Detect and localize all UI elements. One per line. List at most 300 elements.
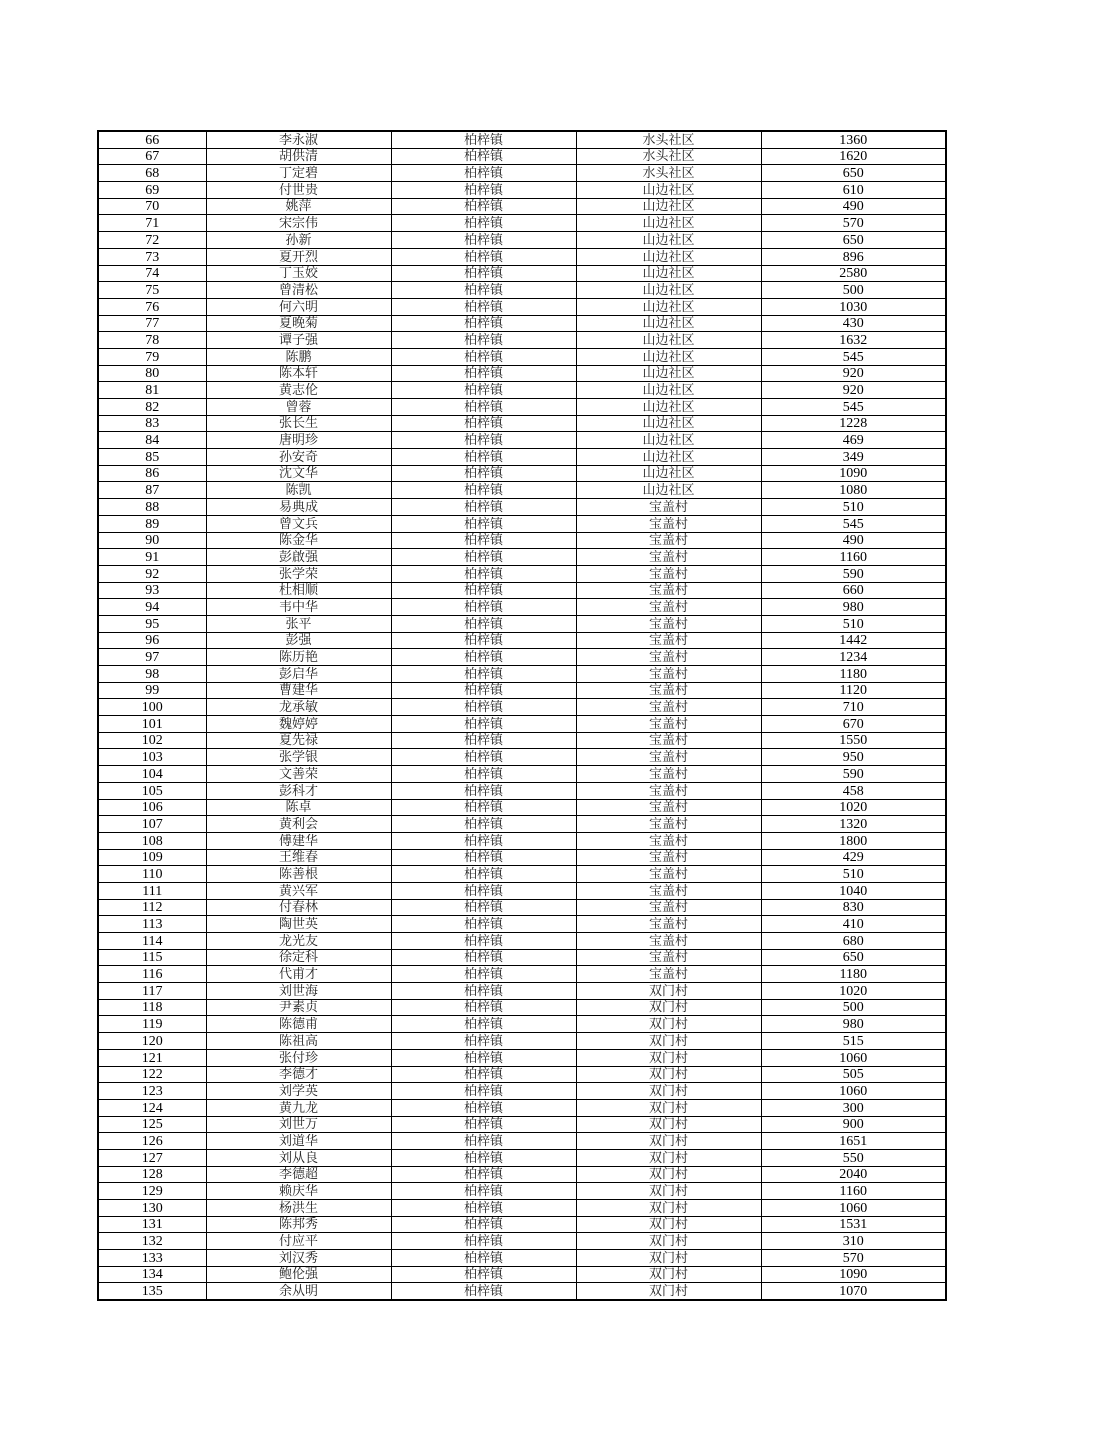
row-number-cell: 123 (98, 1083, 206, 1100)
name-cell: 王维春 (206, 849, 391, 866)
name-cell: 黄志伦 (206, 382, 391, 399)
row-number-cell: 78 (98, 332, 206, 349)
village-cell: 山边社区 (576, 298, 761, 315)
amount-cell: 550 (761, 1149, 946, 1166)
town-cell: 柏梓镇 (391, 666, 576, 683)
amount-cell: 1030 (761, 298, 946, 315)
table-row (98, 766, 946, 783)
row-number-cell: 81 (98, 382, 206, 399)
row-number-cell: 98 (98, 666, 206, 683)
table-row (98, 332, 946, 349)
table-row (98, 1033, 946, 1050)
amount-cell: 1360 (761, 131, 946, 148)
village-cell: 宝盖村 (576, 565, 761, 582)
name-cell: 陈邦秀 (206, 1216, 391, 1233)
town-cell: 柏梓镇 (391, 148, 576, 165)
village-cell: 宝盖村 (576, 899, 761, 916)
table-row (98, 949, 946, 966)
amount-cell: 505 (761, 1066, 946, 1083)
village-cell: 双门村 (576, 1250, 761, 1267)
table-row (98, 282, 946, 299)
name-cell: 黄利会 (206, 816, 391, 833)
table-row (98, 816, 946, 833)
amount-cell: 650 (761, 165, 946, 182)
table-row (98, 1250, 946, 1267)
row-number-cell: 122 (98, 1066, 206, 1083)
amount-cell: 1651 (761, 1133, 946, 1150)
town-cell: 柏梓镇 (391, 432, 576, 449)
row-number-cell: 72 (98, 232, 206, 249)
row-number-cell: 74 (98, 265, 206, 282)
amount-cell: 1070 (761, 1283, 946, 1300)
name-cell: 夏晚菊 (206, 315, 391, 332)
row-number-cell: 94 (98, 599, 206, 616)
town-cell: 柏梓镇 (391, 131, 576, 148)
table-row (98, 515, 946, 532)
amount-cell: 920 (761, 365, 946, 382)
town-cell: 柏梓镇 (391, 1033, 576, 1050)
town-cell: 柏梓镇 (391, 365, 576, 382)
amount-cell: 500 (761, 999, 946, 1016)
village-cell: 双门村 (576, 1266, 761, 1283)
town-cell: 柏梓镇 (391, 782, 576, 799)
table-row (98, 599, 946, 616)
town-cell: 柏梓镇 (391, 515, 576, 532)
village-cell: 山边社区 (576, 282, 761, 299)
row-number-cell: 80 (98, 365, 206, 382)
town-cell: 柏梓镇 (391, 1183, 576, 1200)
row-number-cell: 115 (98, 949, 206, 966)
town-cell: 柏梓镇 (391, 298, 576, 315)
amount-cell: 900 (761, 1116, 946, 1133)
table-row (98, 799, 946, 816)
name-cell: 曹建华 (206, 682, 391, 699)
town-cell: 柏梓镇 (391, 1266, 576, 1283)
name-cell: 魏婷婷 (206, 716, 391, 733)
row-number-cell: 73 (98, 248, 206, 265)
table-row (98, 1066, 946, 1083)
table-row (98, 1116, 946, 1133)
amount-cell: 896 (761, 248, 946, 265)
row-number-cell: 124 (98, 1099, 206, 1116)
village-cell: 水头社区 (576, 165, 761, 182)
row-number-cell: 75 (98, 282, 206, 299)
amount-cell: 510 (761, 499, 946, 516)
table-row (98, 1083, 946, 1100)
town-cell: 柏梓镇 (391, 1083, 576, 1100)
amount-cell: 515 (761, 1033, 946, 1050)
village-cell: 山边社区 (576, 449, 761, 466)
table-row (98, 415, 946, 432)
amount-cell: 980 (761, 1016, 946, 1033)
village-cell: 双门村 (576, 1116, 761, 1133)
village-cell: 双门村 (576, 1083, 761, 1100)
table-row (98, 1283, 946, 1300)
amount-cell: 500 (761, 282, 946, 299)
town-cell: 柏梓镇 (391, 699, 576, 716)
row-number-cell: 83 (98, 415, 206, 432)
table-row (98, 1200, 946, 1217)
row-number-cell: 100 (98, 699, 206, 716)
amount-cell: 1442 (761, 632, 946, 649)
row-number-cell: 84 (98, 432, 206, 449)
table-row (98, 966, 946, 983)
town-cell: 柏梓镇 (391, 716, 576, 733)
row-number-cell: 126 (98, 1133, 206, 1150)
name-cell: 曾文兵 (206, 515, 391, 532)
table-row (98, 649, 946, 666)
town-cell: 柏梓镇 (391, 966, 576, 983)
name-cell: 沈文华 (206, 465, 391, 482)
town-cell: 柏梓镇 (391, 215, 576, 232)
amount-cell: 1040 (761, 882, 946, 899)
amount-cell: 349 (761, 449, 946, 466)
village-cell: 山边社区 (576, 399, 761, 416)
town-cell: 柏梓镇 (391, 1116, 576, 1133)
name-cell: 黄九龙 (206, 1099, 391, 1116)
row-number-cell: 119 (98, 1016, 206, 1033)
town-cell: 柏梓镇 (391, 1133, 576, 1150)
row-number-cell: 82 (98, 399, 206, 416)
table-row (98, 482, 946, 499)
table-row (98, 699, 946, 716)
amount-cell: 590 (761, 766, 946, 783)
table-row (98, 265, 946, 282)
amount-cell: 490 (761, 198, 946, 215)
village-cell: 宝盖村 (576, 649, 761, 666)
name-cell: 曾蓉 (206, 399, 391, 416)
amount-cell: 429 (761, 849, 946, 866)
name-cell: 杜相顺 (206, 582, 391, 599)
name-cell: 曾清松 (206, 282, 391, 299)
name-cell: 尹素贞 (206, 999, 391, 1016)
name-cell: 龙光友 (206, 933, 391, 950)
town-cell: 柏梓镇 (391, 933, 576, 950)
town-cell: 柏梓镇 (391, 399, 576, 416)
row-number-cell: 76 (98, 298, 206, 315)
town-cell: 柏梓镇 (391, 565, 576, 582)
town-cell: 柏梓镇 (391, 816, 576, 833)
amount-cell: 545 (761, 348, 946, 365)
amount-cell: 1120 (761, 682, 946, 699)
table-row (98, 632, 946, 649)
amount-cell: 545 (761, 399, 946, 416)
row-number-cell: 116 (98, 966, 206, 983)
name-cell: 陈本轩 (206, 365, 391, 382)
amount-cell: 1800 (761, 832, 946, 849)
amount-cell: 1234 (761, 649, 946, 666)
table-row (98, 565, 946, 582)
table-row (98, 1216, 946, 1233)
town-cell: 柏梓镇 (391, 949, 576, 966)
town-cell: 柏梓镇 (391, 799, 576, 816)
town-cell: 柏梓镇 (391, 1250, 576, 1267)
name-cell: 宋宗伟 (206, 215, 391, 232)
name-cell: 胡供清 (206, 148, 391, 165)
town-cell: 柏梓镇 (391, 599, 576, 616)
table-body (98, 131, 946, 1300)
village-cell: 宝盖村 (576, 716, 761, 733)
name-cell: 谭子强 (206, 332, 391, 349)
town-cell: 柏梓镇 (391, 749, 576, 766)
village-cell: 山边社区 (576, 415, 761, 432)
table-row (98, 716, 946, 733)
row-number-cell: 96 (98, 632, 206, 649)
village-cell: 水头社区 (576, 148, 761, 165)
town-cell: 柏梓镇 (391, 482, 576, 499)
name-cell: 何六明 (206, 298, 391, 315)
table-row (98, 1149, 946, 1166)
amount-cell: 1060 (761, 1049, 946, 1066)
name-cell: 夏开烈 (206, 248, 391, 265)
name-cell: 付应平 (206, 1233, 391, 1250)
village-cell: 双门村 (576, 983, 761, 1000)
town-cell: 柏梓镇 (391, 549, 576, 566)
amount-cell: 1180 (761, 966, 946, 983)
table-row (98, 1233, 946, 1250)
amount-cell: 650 (761, 949, 946, 966)
table-row (98, 933, 946, 950)
table-row (98, 1183, 946, 1200)
village-cell: 宝盖村 (576, 699, 761, 716)
table-row (98, 298, 946, 315)
name-cell: 刘从良 (206, 1149, 391, 1166)
amount-cell: 570 (761, 1250, 946, 1267)
name-cell: 陈德甫 (206, 1016, 391, 1033)
table-row (98, 399, 946, 416)
table-row (98, 582, 946, 599)
table-row (98, 1133, 946, 1150)
village-cell: 山边社区 (576, 265, 761, 282)
row-number-cell: 99 (98, 682, 206, 699)
village-cell: 山边社区 (576, 465, 761, 482)
table-row (98, 849, 946, 866)
name-cell: 陈金华 (206, 532, 391, 549)
village-cell: 宝盖村 (576, 599, 761, 616)
amount-cell: 1060 (761, 1200, 946, 1217)
town-cell: 柏梓镇 (391, 449, 576, 466)
town-cell: 柏梓镇 (391, 649, 576, 666)
village-cell: 宝盖村 (576, 933, 761, 950)
row-number-cell: 105 (98, 782, 206, 799)
table-row (98, 1266, 946, 1283)
name-cell: 鲍伦强 (206, 1266, 391, 1283)
village-cell: 山边社区 (576, 315, 761, 332)
village-cell: 宝盖村 (576, 766, 761, 783)
village-cell: 双门村 (576, 1066, 761, 1083)
town-cell: 柏梓镇 (391, 265, 576, 282)
town-cell: 柏梓镇 (391, 232, 576, 249)
table-row (98, 432, 946, 449)
name-cell: 陈卓 (206, 799, 391, 816)
name-cell: 唐明珍 (206, 432, 391, 449)
village-cell: 宝盖村 (576, 916, 761, 933)
amount-cell: 1090 (761, 465, 946, 482)
row-number-cell: 93 (98, 582, 206, 599)
amount-cell: 830 (761, 899, 946, 916)
name-cell: 张学银 (206, 749, 391, 766)
amount-cell: 410 (761, 916, 946, 933)
table-row (98, 1016, 946, 1033)
table-row (98, 866, 946, 883)
row-number-cell: 86 (98, 465, 206, 482)
row-number-cell: 66 (98, 131, 206, 148)
name-cell: 文善荣 (206, 766, 391, 783)
town-cell: 柏梓镇 (391, 315, 576, 332)
town-cell: 柏梓镇 (391, 1016, 576, 1033)
row-number-cell: 103 (98, 749, 206, 766)
name-cell: 黄兴军 (206, 882, 391, 899)
table-row (98, 315, 946, 332)
table-row (98, 449, 946, 466)
table-row (98, 999, 946, 1016)
village-cell: 宝盖村 (576, 882, 761, 899)
table-row (98, 365, 946, 382)
row-number-cell: 127 (98, 1149, 206, 1166)
amount-cell: 680 (761, 933, 946, 950)
village-cell: 宝盖村 (576, 682, 761, 699)
amount-cell: 980 (761, 599, 946, 616)
row-number-cell: 92 (98, 565, 206, 582)
row-number-cell: 113 (98, 916, 206, 933)
amount-cell: 670 (761, 716, 946, 733)
name-cell: 陈祖高 (206, 1033, 391, 1050)
village-cell: 山边社区 (576, 348, 761, 365)
village-cell: 双门村 (576, 1149, 761, 1166)
table-row (98, 1166, 946, 1183)
town-cell: 柏梓镇 (391, 1066, 576, 1083)
village-cell: 山边社区 (576, 182, 761, 199)
table-row (98, 131, 946, 148)
table-row (98, 1099, 946, 1116)
row-number-cell: 69 (98, 182, 206, 199)
name-cell: 杨洪生 (206, 1200, 391, 1217)
row-number-cell: 111 (98, 882, 206, 899)
village-cell: 山边社区 (576, 482, 761, 499)
row-number-cell: 106 (98, 799, 206, 816)
name-cell: 李德才 (206, 1066, 391, 1083)
name-cell: 李永淑 (206, 131, 391, 148)
row-number-cell: 68 (98, 165, 206, 182)
name-cell: 孙新 (206, 232, 391, 249)
village-cell: 双门村 (576, 1133, 761, 1150)
village-cell: 双门村 (576, 1183, 761, 1200)
row-number-cell: 110 (98, 866, 206, 883)
village-cell: 双门村 (576, 1049, 761, 1066)
amount-cell: 510 (761, 615, 946, 632)
town-cell: 柏梓镇 (391, 182, 576, 199)
amount-cell: 1620 (761, 148, 946, 165)
village-cell: 宝盖村 (576, 782, 761, 799)
village-cell: 双门村 (576, 1099, 761, 1116)
row-number-cell: 108 (98, 832, 206, 849)
name-cell: 刘世海 (206, 983, 391, 1000)
amount-cell: 2580 (761, 265, 946, 282)
row-number-cell: 88 (98, 499, 206, 516)
row-number-cell: 107 (98, 816, 206, 833)
table-row (98, 749, 946, 766)
town-cell: 柏梓镇 (391, 348, 576, 365)
town-cell: 柏梓镇 (391, 866, 576, 883)
name-cell: 丁定碧 (206, 165, 391, 182)
row-number-cell: 133 (98, 1250, 206, 1267)
town-cell: 柏梓镇 (391, 899, 576, 916)
table-row (98, 882, 946, 899)
village-cell: 双门村 (576, 1033, 761, 1050)
table-row (98, 916, 946, 933)
village-cell: 宝盖村 (576, 966, 761, 983)
name-cell: 彭啟强 (206, 549, 391, 566)
table-row (98, 732, 946, 749)
amount-cell: 1020 (761, 983, 946, 1000)
town-cell: 柏梓镇 (391, 682, 576, 699)
town-cell: 柏梓镇 (391, 1149, 576, 1166)
table-row (98, 232, 946, 249)
amount-cell: 610 (761, 182, 946, 199)
village-cell: 山边社区 (576, 432, 761, 449)
town-cell: 柏梓镇 (391, 582, 576, 599)
name-cell: 张学荣 (206, 565, 391, 582)
row-number-cell: 71 (98, 215, 206, 232)
name-cell: 丁玉姣 (206, 265, 391, 282)
table-row (98, 165, 946, 182)
row-number-cell: 89 (98, 515, 206, 532)
name-cell: 陶世英 (206, 916, 391, 933)
amount-cell: 1632 (761, 332, 946, 349)
row-number-cell: 120 (98, 1033, 206, 1050)
row-number-cell: 109 (98, 849, 206, 866)
village-cell: 宝盖村 (576, 816, 761, 833)
amount-cell: 1020 (761, 799, 946, 816)
row-number-cell: 90 (98, 532, 206, 549)
row-number-cell: 79 (98, 348, 206, 365)
row-number-cell: 97 (98, 649, 206, 666)
village-cell: 宝盖村 (576, 749, 761, 766)
town-cell: 柏梓镇 (391, 1216, 576, 1233)
table-row (98, 782, 946, 799)
amount-cell: 950 (761, 749, 946, 766)
town-cell: 柏梓镇 (391, 1166, 576, 1183)
amount-cell: 1160 (761, 549, 946, 566)
name-cell: 余从明 (206, 1283, 391, 1300)
row-number-cell: 130 (98, 1200, 206, 1217)
row-number-cell: 102 (98, 732, 206, 749)
row-number-cell: 114 (98, 933, 206, 950)
village-cell: 宝盖村 (576, 632, 761, 649)
name-cell: 陈历艳 (206, 649, 391, 666)
name-cell: 张付珍 (206, 1049, 391, 1066)
row-number-cell: 135 (98, 1283, 206, 1300)
row-number-cell: 104 (98, 766, 206, 783)
name-cell: 张长生 (206, 415, 391, 432)
name-cell: 赖庆华 (206, 1183, 391, 1200)
data-table (97, 130, 947, 1301)
amount-cell: 469 (761, 432, 946, 449)
village-cell: 山边社区 (576, 248, 761, 265)
row-number-cell: 118 (98, 999, 206, 1016)
village-cell: 双门村 (576, 999, 761, 1016)
row-number-cell: 125 (98, 1116, 206, 1133)
name-cell: 张平 (206, 615, 391, 632)
amount-cell: 510 (761, 866, 946, 883)
amount-cell: 660 (761, 582, 946, 599)
village-cell: 宝盖村 (576, 832, 761, 849)
village-cell: 双门村 (576, 1200, 761, 1217)
village-cell: 山边社区 (576, 332, 761, 349)
town-cell: 柏梓镇 (391, 916, 576, 933)
village-cell: 山边社区 (576, 198, 761, 215)
amount-cell: 1320 (761, 816, 946, 833)
